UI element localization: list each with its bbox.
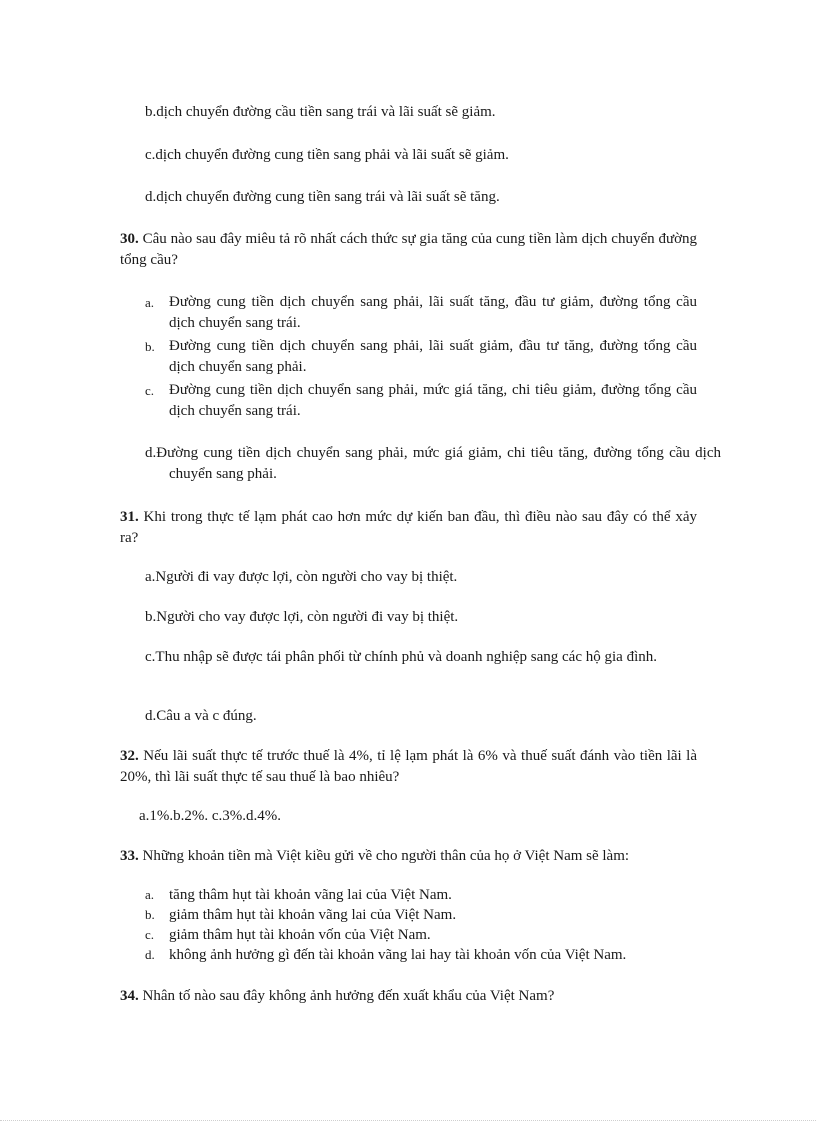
q30-option-b — [145, 336, 697, 378]
q30-question — [120, 229, 697, 271]
q34-text: Nhân tố nào sau đây không ảnh hưởng đến xuất khẩu của Việt Nam? — [142, 988, 555, 1004]
page-bottom-divider — [0, 1120, 816, 1121]
q31-question — [120, 507, 697, 549]
q33-option-b-marker: b. — [145, 907, 155, 922]
q30-option-a-marker: a. — [145, 295, 155, 310]
q34-question — [120, 986, 697, 1007]
q29-option-b: b.dịch chuyển đường cầu tiền sang trái và lãi suất sẽ giảm. — [145, 104, 496, 120]
q33-option-c — [145, 925, 705, 945]
q33-option-b-text: giảm thâm hụt tài khoản vãng lai của Việt Nam. — [169, 907, 457, 923]
q30-option-b-marker: b. — [145, 339, 155, 354]
q33-number: 33. — [120, 848, 139, 864]
q33-option-a-text: tăng thâm hụt tài khoản vãng lai của Việt Nam. — [169, 887, 452, 903]
q33-option-c-text: giảm thâm hụt tài khoản vốn của Việt Nam. — [169, 927, 431, 943]
q33-option-d-text: không ảnh hưởng gì đến tài khoản vãng lai hay tài khoản vốn của Việt Nam. — [169, 947, 627, 963]
q30-option-d: d.Đường cung tiền dịch chuyển sang phải, mức giá giảm, chi tiêu tăng, đường tổng cầu dịch chuyển sang phải. — [145, 445, 721, 482]
q29-option-c: c.dịch chuyển đường cung tiền sang phải và lãi suất sẽ giảm. — [145, 147, 509, 163]
q30-text: Câu nào sau đây miêu tả rõ nhất cách thức sự gia tăng của cung tiền làm dịch chuyển đường tổng cầu? — [120, 231, 698, 268]
q31-option-d: d.Câu a và c đúng. — [145, 708, 257, 724]
q30-option-a-text: Đường cung tiền dịch chuyển sang phải, lãi suất tăng, đầu tư giảm, đường tổng cầu dịch chuyển sang trái. — [169, 294, 697, 331]
q31-text: Khi trong thực tế lạm phát cao hơn mức dự kiến ban đầu, thì điều nào sau đây có thể xảy ra? — [120, 509, 697, 546]
q33-option-a-marker: a. — [145, 887, 155, 902]
q33-option-c-marker: c. — [145, 927, 155, 942]
q33-option-d-marker: d. — [145, 947, 155, 962]
q33-option-b — [145, 905, 705, 925]
q30-options-list — [145, 292, 697, 422]
q30-option-c — [145, 380, 697, 422]
q30-option-c-marker: c. — [145, 383, 155, 398]
q32-options: a.1%.b.2%. c.3%.d.4%. — [139, 808, 282, 824]
q33-options-list — [145, 885, 705, 965]
q31-option-a: a.Người đi vay được lợi, còn người cho vay bị thiệt. — [145, 569, 458, 585]
q33-option-a — [145, 885, 705, 905]
q32-number: 32. — [120, 748, 139, 764]
q29-option-d: d.dịch chuyển đường cung tiền sang trái và lãi suất sẽ tăng. — [145, 189, 500, 205]
q30-option-a — [145, 292, 697, 334]
q32-question — [120, 746, 697, 788]
q33-question — [120, 846, 697, 867]
q30-option-b-text: Đường cung tiền dịch chuyển sang phải, lãi suất giảm, đầu tư tăng, đường tổng cầu dịch chuyển sang phải. — [169, 338, 697, 375]
q31-option-b: b.Người cho vay được lợi, còn người đi vay bị thiệt. — [145, 609, 459, 625]
q31-number: 31. — [120, 509, 139, 525]
q30-option-c-text: Đường cung tiền dịch chuyển sang phải, mức giá tăng, chi tiêu giảm, đường tổng cầu dịch chuyển sang trái. — [169, 382, 697, 419]
q31-option-c: c.Thu nhập sẽ được tái phân phối từ chính phủ và doanh nghiệp sang các hộ gia đình. — [145, 649, 657, 665]
q32-text: Nếu lãi suất thực tế trước thuế là 4%, tỉ lệ lạm phát là 6% và thuế suất đánh vào tiền lãi là 20%, thì lãi suất thực tế sau thuế là bao nhiêu? — [120, 748, 697, 785]
q30-number: 30. — [120, 231, 139, 247]
q33-text: Những khoản tiền mà Việt kiều gửi về cho người thân của họ ở Việt Nam sẽ làm: — [142, 848, 630, 864]
q34-number: 34. — [120, 988, 139, 1004]
q33-option-d — [145, 945, 705, 965]
